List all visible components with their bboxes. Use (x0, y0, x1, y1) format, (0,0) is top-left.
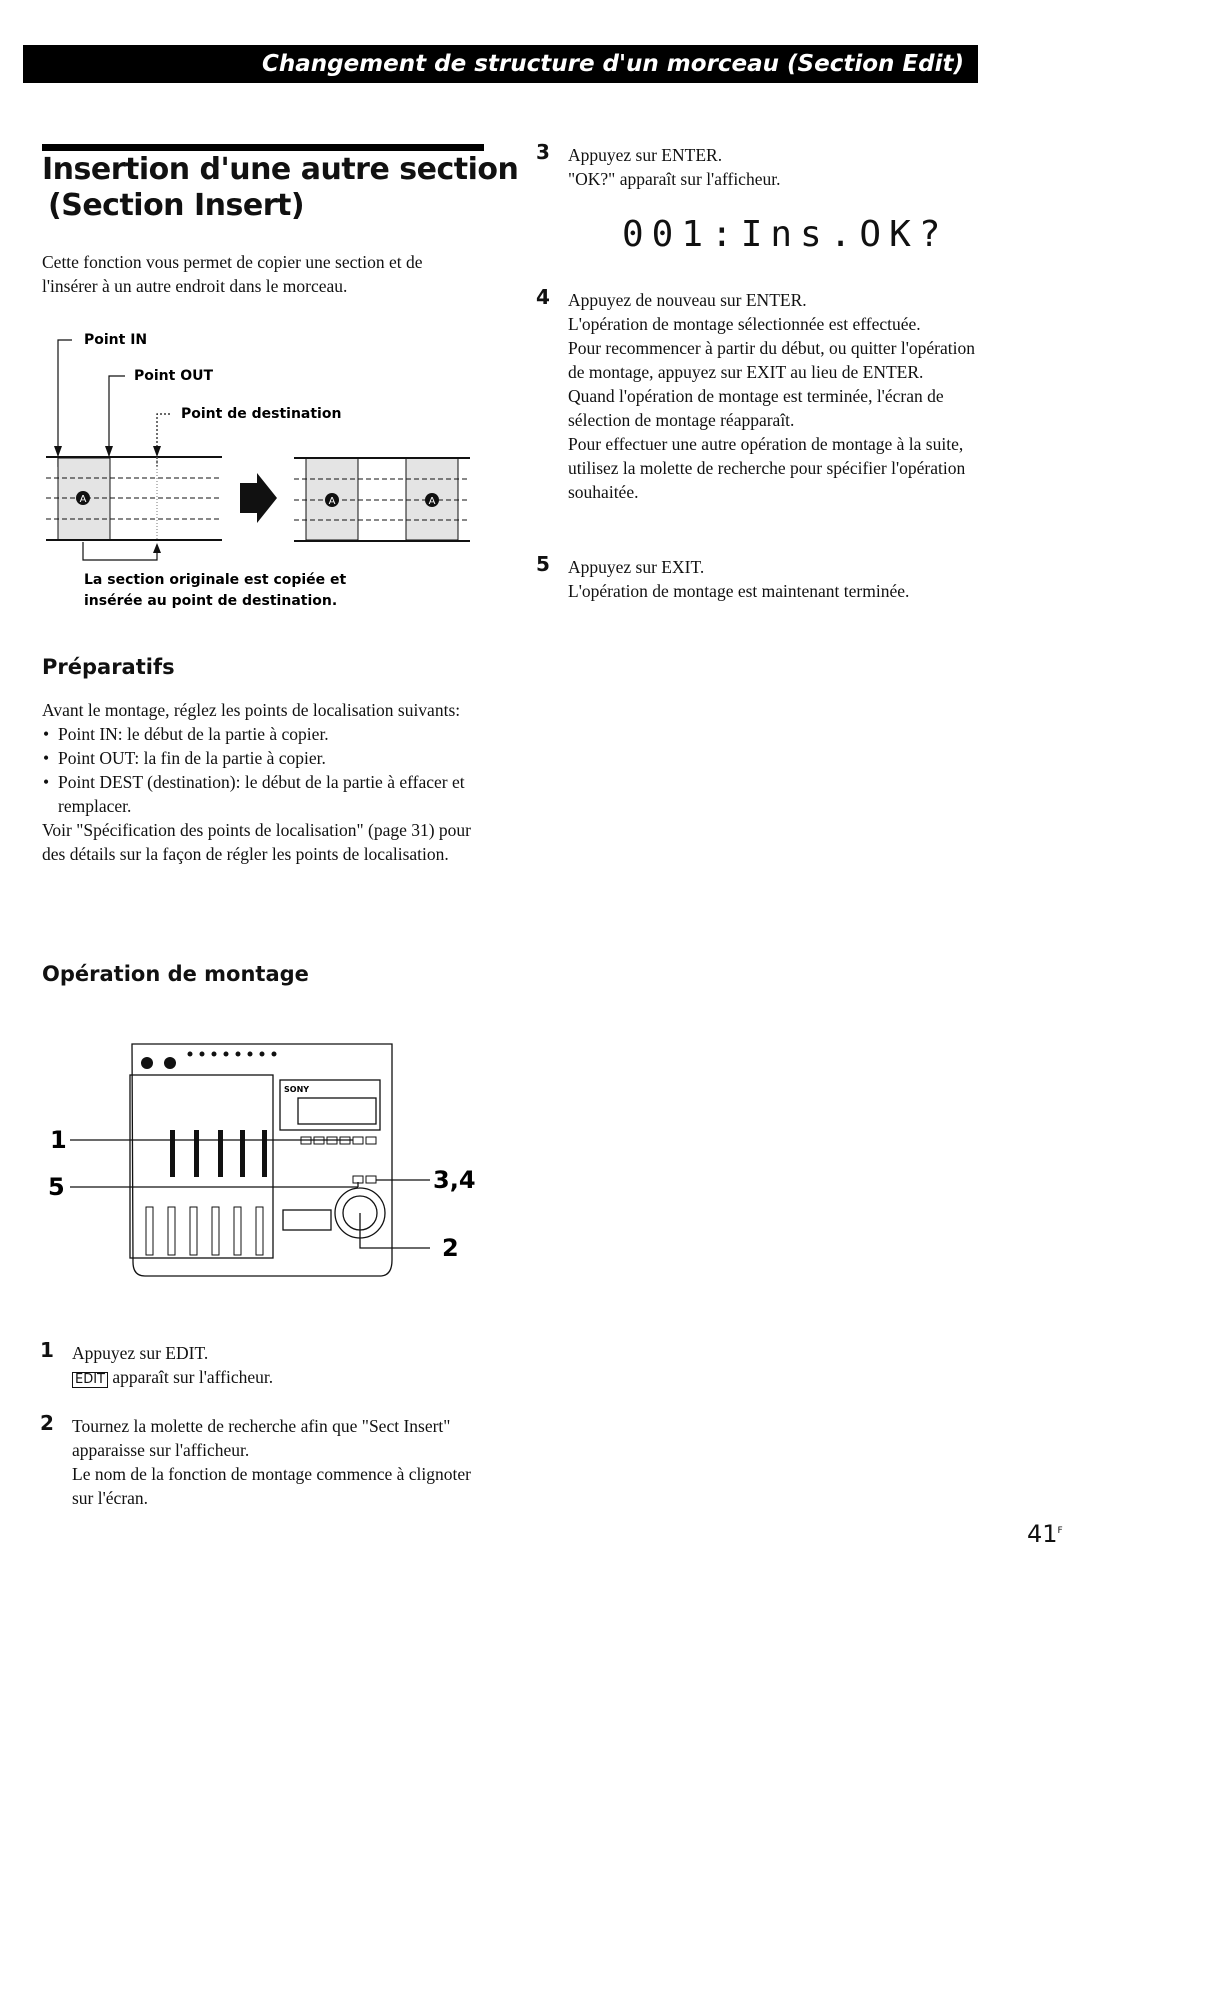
section-insert-diagram (30, 320, 510, 620)
caption-line-2: insérée au point de destination. (84, 593, 338, 609)
display-readout: 001:Ins.OK? (622, 214, 949, 255)
list-item: • Point OUT: la fin de la partie à copier. (58, 746, 482, 770)
step-text: Appuyez sur EDIT. (72, 1343, 209, 1363)
step-text: Pour recommencer à partir du début, ou quitter l'opération de montage, appuyez sur EXIT au lieu de ENTER. (568, 338, 975, 382)
step-1 (72, 1341, 482, 1389)
caption-line-1: La section originale est copiée et (84, 572, 347, 588)
knob-row (188, 1052, 277, 1057)
step-4 (568, 288, 988, 504)
point-out-leader (109, 376, 125, 467)
point-in-label: Point IN (84, 332, 148, 348)
step-number: 2 (40, 1411, 54, 1435)
step-2 (72, 1414, 472, 1510)
step-text: Le nom de la fonction de montage commence à clignoter sur l'écran. (72, 1464, 471, 1508)
section-marker: A (428, 496, 436, 507)
chapter-header: Changement de structure d'un morceau (Section Edit) (23, 45, 978, 83)
step-text: Pour effectuer une autre opération de montage à la suite, utilisez la molette de recherche pour spécifier l'opération souhaitée. (568, 434, 966, 502)
section-marker: A (79, 494, 87, 505)
callout-5: 5 (48, 1173, 65, 1201)
callout-3-4: 3,4 (433, 1166, 476, 1194)
step-number: 3 (536, 140, 550, 164)
step-text: Appuyez sur EXIT. (568, 557, 705, 577)
page-number-value: 41 (1027, 1520, 1058, 1548)
step-3 (568, 143, 988, 191)
result-track (294, 458, 470, 541)
step-text: Tournez la molette de recherche afin que "Sect Insert" apparaisse sur l'afficheur. (72, 1416, 451, 1460)
step-text: Appuyez sur ENTER. (568, 145, 723, 165)
preparatifs-body (42, 698, 482, 866)
step-text: apparaît sur l'afficheur. (112, 1367, 274, 1387)
step-text: L'opération de montage sélectionnée est effectuée. (568, 314, 921, 334)
section-marker: A (328, 496, 336, 507)
list-item: • Point DEST (destination): le début de la partie à effacer et remplacer. (58, 770, 482, 818)
page-language-suffix: F (1057, 1526, 1063, 1536)
title-line-1: Insertion d'une autre section (42, 152, 519, 187)
callout-2: 2 (442, 1234, 459, 1262)
point-dest-label: Point de destination (181, 406, 342, 422)
step-text: Appuyez de nouveau sur ENTER. (568, 290, 807, 310)
copy-bracket (83, 542, 157, 560)
step-text: "OK?" apparaît sur l'afficheur. (568, 169, 781, 189)
step-number: 1 (40, 1338, 54, 1362)
preparatifs-note: Voir "Spécification des points de localisation" (page 31) pour des détails sur la façon de régler les points de localisation. (42, 820, 472, 864)
list-item: • Point IN: le début de la partie à copier. (58, 722, 482, 746)
point-dest-leader (157, 414, 170, 467)
preparatifs-intro: Avant le montage, réglez les points de localisation suivants: (42, 700, 461, 720)
point-out-label: Point OUT (134, 368, 214, 384)
step-text: L'opération de montage est maintenant terminée. (568, 581, 910, 601)
step-5 (568, 555, 988, 603)
locate-points-list (42, 722, 482, 818)
page-number (1027, 1520, 1063, 1548)
operation-heading: Opération de montage (42, 962, 309, 986)
preparatifs-heading: Préparatifs (42, 655, 175, 679)
step-number: 5 (536, 552, 550, 576)
mixer-device-illustration (30, 1030, 490, 1290)
callout-1: 1 (50, 1126, 67, 1154)
step-number: 4 (536, 285, 550, 309)
arrow-right-icon (240, 473, 277, 523)
section-rule (42, 144, 484, 151)
step-text: Quand l'opération de montage est terminée, l'écran de sélection de montage réapparaît. (568, 386, 944, 430)
original-track (46, 457, 222, 540)
brand-label: SONY (284, 1085, 310, 1094)
title-line-2: (Section Insert) (48, 188, 305, 223)
edit-indicator: EDIT (72, 1372, 108, 1388)
intro-paragraph: Cette fonction vous permet de copier une section et de l'insérer à un autre endroit dans le morceau. (42, 252, 423, 296)
section-title (42, 152, 518, 224)
